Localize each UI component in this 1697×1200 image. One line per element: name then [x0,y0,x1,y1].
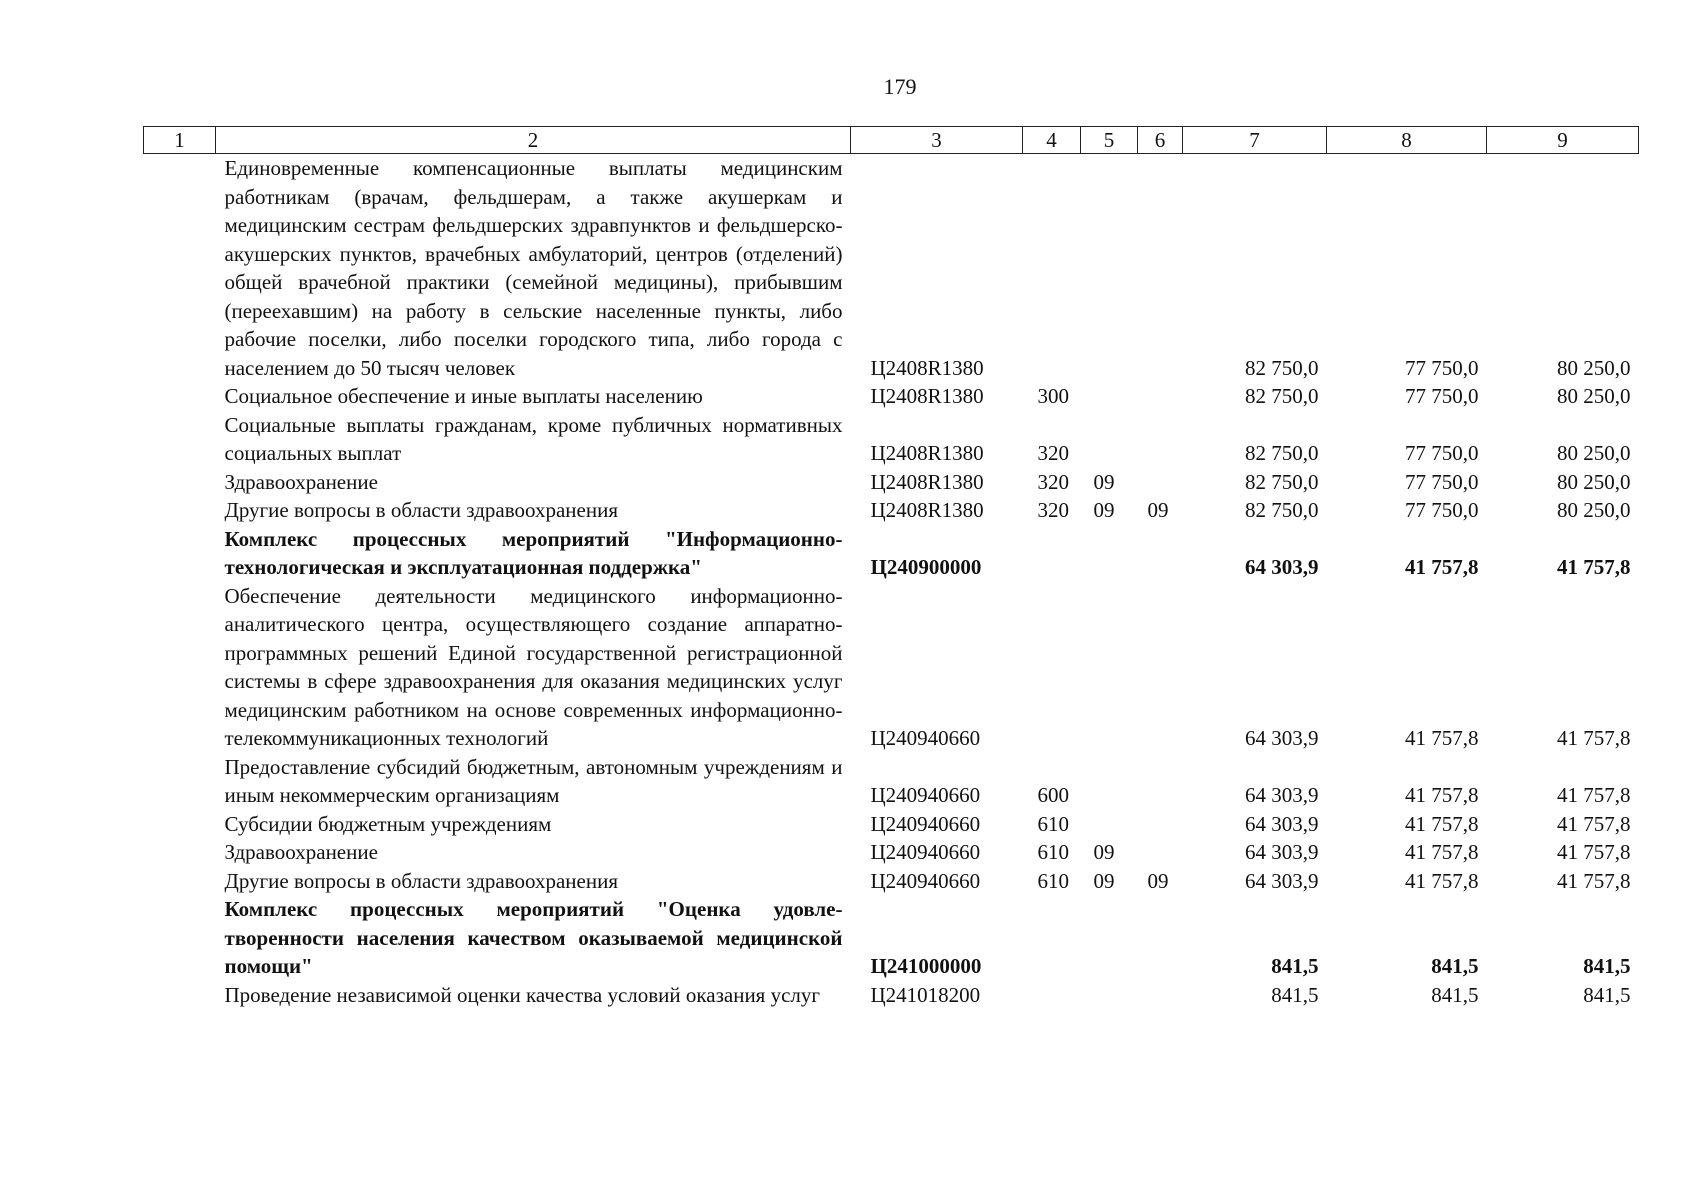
row-value-7: 82 750,0 [1245,498,1319,522]
row-value-9: 41 757,8 [1557,726,1631,750]
row-value-9: 41 757,8 [1557,868,1631,893]
row-col-5 [1081,411,1138,468]
budget-table [143,126,1639,1009]
row-value-7: 64 303,9 [1245,783,1319,807]
row-value-9: 841,5 [1583,982,1631,1007]
row-value-9: 80 250,0 [1557,384,1631,408]
row-name: Единовременные компенсационные выплаты медицинским работникам (врачам, фельдшерам, а также акушеркам и медицинским сестрам фельдшерских здравпунктов и фельдшерско-акушерских пунктов, врачебных амбулаторий, центров (отделений) общей врачебной практики (семейной медицины), прибывшим (переехавшим) на работу в сельские населенные пункты, либо рабочие поселки, либо поселки городского типа, либо города с населением до 50 тысяч человек [224,156,843,380]
table-row [144,981,1639,1010]
row-code: Ц2408R1380 [870,384,984,408]
row-name: Здравоохранение [224,469,378,494]
row-name: Комплекс процессных мероприятий "Информационно-технологическая и эксплуатационная поддержка" [224,526,843,579]
row-col-5 [1081,895,1138,981]
row-value-9: 80 250,0 [1557,355,1631,380]
cell-col-1 [144,981,216,1010]
row-col-4 [1023,981,1081,1010]
table-row [144,411,1639,468]
row-col-6 [1138,525,1183,582]
row-col-6 [1138,411,1183,468]
row-col-4: 300 [1037,384,1069,408]
row-col-5: 09 [1093,868,1115,893]
row-value-7: 841,5 [1271,954,1319,978]
row-value-7: 64 303,9 [1245,726,1319,750]
row-col-4: 610 [1037,811,1069,836]
table-header [144,127,1639,154]
header-row [144,127,1639,154]
header-col-5: 5 [1081,127,1138,154]
row-col-6 [1138,154,1183,383]
header-col-7: 7 [1183,127,1327,154]
cell-col-1 [144,468,216,497]
row-code: Ц240900000 [870,555,982,579]
row-col-6 [1138,582,1183,753]
row-value-8: 41 757,8 [1405,840,1479,864]
row-name: Проведение независимой оценки качества условий оказания услуг [224,982,821,1007]
row-col-5: 09 [1093,840,1115,864]
cell-col-1 [144,810,216,839]
cell-col-1 [144,382,216,411]
header-col-9: 9 [1487,127,1639,154]
row-code: Ц240940660 [870,840,981,864]
cell-col-1 [144,753,216,810]
cell-col-1 [144,895,216,981]
row-value-8: 41 757,8 [1405,555,1479,579]
row-value-8: 77 750,0 [1405,441,1479,465]
row-col-6 [1138,810,1183,839]
row-value-9: 80 250,0 [1557,469,1631,494]
row-name: Обеспечение деятельности медицинского информационно-аналитического центра, осуществляющего создание аппаратно-программных решений Единой государственной регистрационной системы в сфере здравоохранения для оказания медицинских услуг медицинским работником на основе современных информационно-телекоммуникационных технологий [224,583,843,750]
table-row [144,753,1639,810]
row-name: Другие вопросы в области здравоохранения [224,868,618,893]
row-value-9: 841,5 [1583,954,1631,978]
row-col-4: 320 [1037,441,1069,465]
row-col-5 [1081,810,1138,839]
row-value-9: 41 757,8 [1557,555,1631,579]
row-name: Предоставление субсидий бюджетным, автономным учреждениям и иным некоммерческим организациям [224,754,843,807]
row-col-6 [1138,382,1183,411]
row-col-6: 09 [1147,868,1169,893]
page-number: 179 [883,74,917,99]
row-col-4 [1023,154,1081,383]
row-code: Ц2408R1380 [870,441,984,465]
table-row [144,468,1639,497]
row-code: Ц240940660 [870,811,981,836]
row-value-8: 77 750,0 [1405,355,1479,380]
row-name: Комплекс процессных мероприятий "Оценка удовлетворенности населения качеством оказываемой медицинской помощи" [224,897,843,978]
row-col-4: 610 [1037,868,1069,893]
row-value-7: 841,5 [1271,982,1319,1007]
cell-col-1 [144,838,216,867]
table-row [144,810,1639,839]
row-value-7: 64 303,9 [1245,811,1319,836]
table-row [144,838,1639,867]
row-value-7: 64 303,9 [1245,868,1319,893]
row-col-5 [1081,981,1138,1010]
cell-col-1 [144,411,216,468]
header-col-8: 8 [1327,127,1487,154]
row-value-9: 41 757,8 [1557,811,1631,836]
row-col-6 [1138,895,1183,981]
row-name: Социальные выплаты гражданам, кроме публичных нормативных социальных выплат [224,412,843,465]
row-value-7: 64 303,9 [1245,555,1319,579]
table-row [144,895,1639,981]
row-value-7: 82 750,0 [1245,384,1319,408]
row-value-9: 41 757,8 [1557,783,1631,807]
row-col-5 [1081,753,1138,810]
row-col-4 [1023,525,1081,582]
row-col-6 [1138,838,1183,867]
row-value-7: 64 303,9 [1245,840,1319,864]
row-code: Ц241000000 [870,954,982,978]
row-code: Ц241018200 [870,982,981,1007]
row-col-6 [1138,981,1183,1010]
row-name: Здравоохранение [224,840,378,864]
row-col-5: 09 [1093,469,1115,494]
row-value-8: 41 757,8 [1405,726,1479,750]
row-value-9: 80 250,0 [1557,441,1631,465]
row-value-8: 41 757,8 [1405,868,1479,893]
row-col-4: 320 [1037,498,1069,522]
table-row [144,154,1639,383]
row-code: Ц2408R1380 [870,469,984,494]
row-col-4: 610 [1037,840,1069,864]
row-code: Ц240940660 [870,783,981,807]
row-code: Ц2408R1380 [870,498,984,522]
cell-col-1 [144,582,216,753]
row-value-8: 77 750,0 [1405,384,1479,408]
cell-col-1 [144,496,216,525]
row-value-7: 82 750,0 [1245,469,1319,494]
row-col-5: 09 [1093,498,1115,522]
row-col-4: 320 [1037,469,1069,494]
row-col-5 [1081,382,1138,411]
header-col-2: 2 [216,127,851,154]
row-name: Субсидии бюджетным учреждениям [224,811,552,836]
table-row [144,867,1639,896]
row-col-5 [1081,525,1138,582]
row-col-6 [1138,753,1183,810]
row-code: Ц240940660 [870,726,981,750]
row-col-6 [1138,468,1183,497]
header-col-3: 3 [851,127,1023,154]
row-value-8: 77 750,0 [1405,498,1479,522]
row-value-9: 80 250,0 [1557,498,1631,522]
header-col-6: 6 [1138,127,1183,154]
table-row [144,582,1639,753]
row-value-8: 41 757,8 [1405,811,1479,836]
row-col-4 [1023,895,1081,981]
cell-col-1 [144,867,216,896]
table-row [144,382,1639,411]
row-value-8: 841,5 [1431,982,1479,1007]
row-value-9: 41 757,8 [1557,840,1631,864]
row-col-6: 09 [1147,498,1169,522]
row-code: Ц2408R1380 [870,355,984,380]
row-value-7: 82 750,0 [1245,441,1319,465]
table-body [144,154,1639,1010]
table-row [144,525,1639,582]
row-name: Социальное обеспечение и иные выплаты населению [224,384,703,408]
row-code: Ц240940660 [870,868,981,893]
row-col-5 [1081,154,1138,383]
table-row [144,496,1639,525]
row-value-7: 82 750,0 [1245,355,1319,380]
row-value-8: 77 750,0 [1405,469,1479,494]
row-name: Другие вопросы в области здравоохранения [224,498,618,522]
cell-col-1 [144,525,216,582]
row-col-4 [1023,582,1081,753]
row-col-4: 600 [1037,783,1069,807]
header-col-4: 4 [1023,127,1081,154]
header-col-1: 1 [144,127,216,154]
row-value-8: 41 757,8 [1405,783,1479,807]
row-value-8: 841,5 [1431,954,1479,978]
cell-col-1 [144,154,216,383]
row-col-5 [1081,582,1138,753]
